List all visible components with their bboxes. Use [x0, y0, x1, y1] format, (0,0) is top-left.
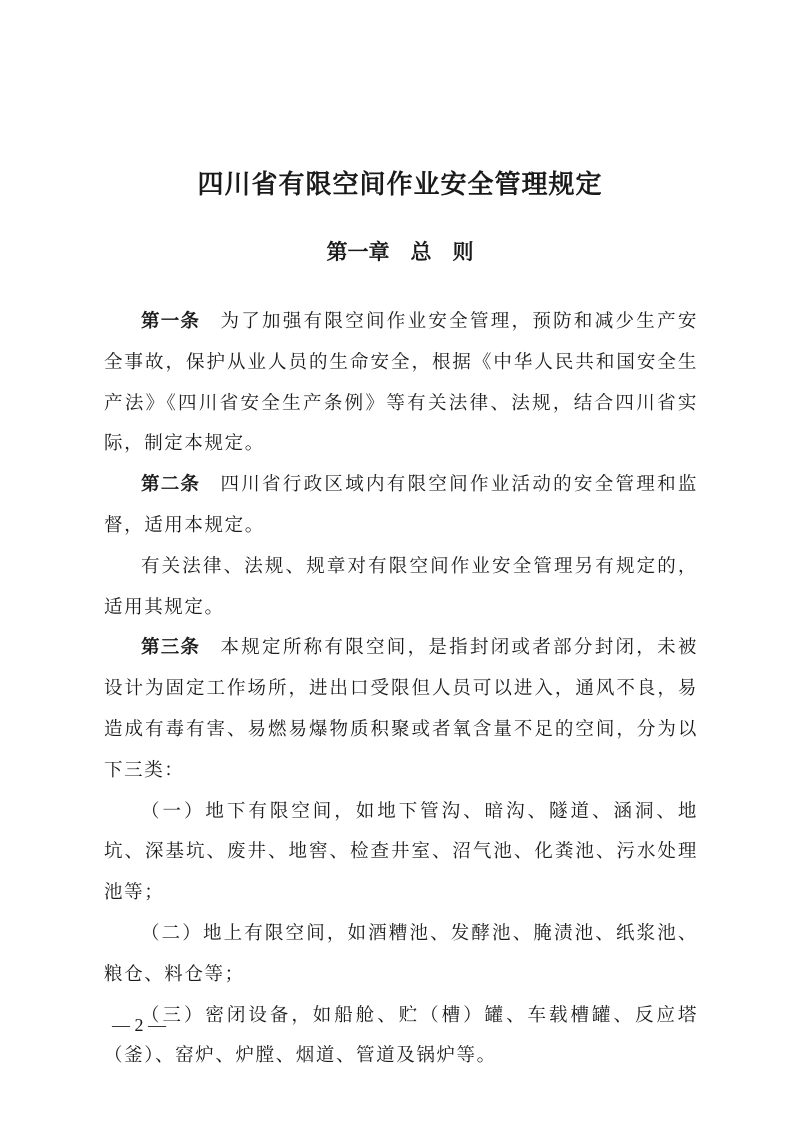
- paragraph-text: （二）地上有限空间，如酒糟池、发酵池、腌渍池、纸浆池、粮仓、料仓等；: [104, 922, 698, 985]
- paragraph-item-3: [104, 996, 698, 1078]
- paragraph-item-1: [104, 792, 698, 914]
- paragraph-text: （三）密闭设备，如船舱、贮（槽）罐、车载槽罐、反应塔（釜）、窑炉、炉膛、烟道、管道及锅炉等。: [104, 1004, 698, 1067]
- paragraph-article-2-clause: [104, 547, 698, 629]
- document-body: [104, 302, 698, 1077]
- paragraph-article-1: [104, 302, 698, 465]
- paragraph-text: 为了加强有限空间作业安全管理，预防和减少生产安全事故，保护从业人员的生命安全，根据《中华人民共和国安全生产法》《四川省安全生产条例》等有关法律、法规，结合四川省实际，制定本规定。: [104, 311, 698, 455]
- paragraph-article-3: [104, 628, 698, 791]
- article-number: 第一条: [141, 311, 201, 332]
- article-number: 第三条: [141, 637, 201, 659]
- paragraph-item-2: [104, 914, 698, 996]
- page-number: — 2 —: [112, 1015, 166, 1035]
- paragraph-text: 四川省行政区域内有限空间作业活动的安全管理和监督，适用本规定。: [104, 474, 698, 536]
- paragraph-text: 本规定所称有限空间，是指封闭或者部分封闭，未被设计为固定工作场所，进出口受限但人员可以进入，通风不良，易造成有毒有害、易燃易爆物质积聚或者氧含量不足的空间，分为以下三类：: [104, 637, 698, 781]
- paragraph-text: 有关法律、法规、规章对有限空间作业安全管理另有规定的，适用其规定。: [104, 555, 698, 618]
- article-number: 第二条: [141, 474, 201, 496]
- paragraph-text: （一）地下有限空间，如地下管沟、暗沟、隧道、涵洞、地坑、深基坑、废井、地窖、检查井室、沼气池、化粪池、污水处理池等；: [104, 800, 698, 904]
- document-title: 四川省有限空间作业安全管理规定: [197, 170, 603, 200]
- chapter-title: 第一章 总 则: [326, 240, 474, 264]
- paragraph-article-2: [104, 465, 698, 547]
